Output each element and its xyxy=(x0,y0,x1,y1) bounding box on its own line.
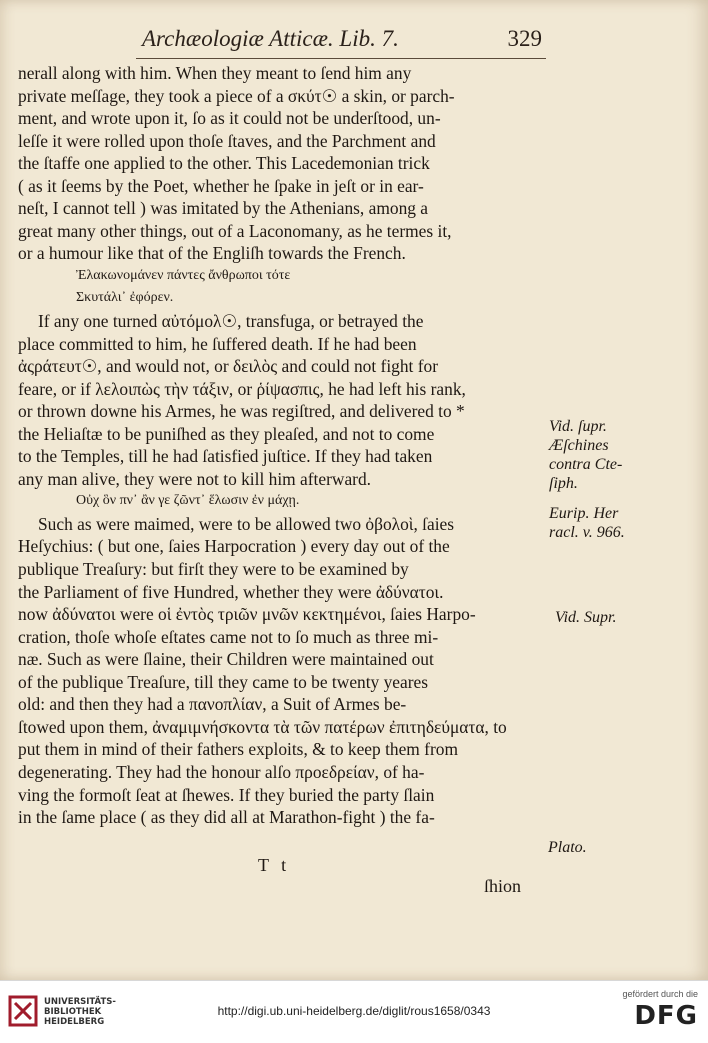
margin-line: Vid. ſupr. xyxy=(549,418,607,435)
text-line: or thrown downe his Armes, he was regiſtred, and delivered to * xyxy=(18,401,465,422)
text-line: ment, and wrote upon it, ſo as it could not be underſtood, un- xyxy=(18,108,441,129)
library-name: UNIVERSITÄTS- BIBLIOTHEK HEIDELBERG xyxy=(44,997,116,1027)
text-line: great many other things, out of a Laconomany, as he termes it, xyxy=(18,220,452,241)
permalink-url[interactable]: http://digi.ub.uni-heidelberg.de/diglit/rous1658/0343 xyxy=(217,1004,491,1018)
text-line: ἀςράτευτ☉, and would not, or δειλὸς and could not fight for xyxy=(18,356,439,377)
margin-note-euripides xyxy=(549,504,625,542)
text-line: leſſe it were rolled upon thoſe ſtaves, and the Parchment and xyxy=(18,130,436,151)
running-title: Archæologiæ Atticæ. Lib. 7. xyxy=(142,26,399,51)
margin-note-vid-supr xyxy=(549,417,622,493)
text-line: place committed to him, he ſuffered death. If he had been xyxy=(18,333,417,354)
text-line: ſtowed upon them, ἀναμιμνήσκοντα τὰ τῶν πατέρων ἐπιτηδεύματα, to xyxy=(18,716,507,737)
margin-line: Vid. Supr. xyxy=(555,609,617,626)
greek-quote-line: Οὐχ ὃν πν᾽ ἂν γε ζῶντ᾽ ἕλωσιν ἐν μάχῃ. xyxy=(76,493,300,509)
text-line: cration, thoſe whoſe eſtates came not to ſo much as three mi- xyxy=(18,626,439,647)
text-line: the Heliaſtæ to be puniſhed as they pleaſed, and not to come xyxy=(18,423,435,444)
text-line: nerall along with him. When they meant to ſend him any xyxy=(18,63,412,83)
text-line: any man alive, they were not to kill him afterward. xyxy=(18,468,372,489)
text-line: put them in mind of their fathers exploits, & to keep them from xyxy=(18,739,458,760)
funded-by-label: gefördert durch die xyxy=(622,989,698,999)
margin-note-vid-supr-2 xyxy=(555,608,616,627)
text-line: degenerating. They had the honour alſo προεδρείαν, of ha- xyxy=(18,761,425,782)
catchword: ſhion xyxy=(484,876,522,896)
header-rule xyxy=(136,58,546,59)
text-line: of the publique Treaſure, till they came to be twenty yeares xyxy=(18,671,429,692)
text-line: the Parliament of five Hundred, whether they were ἀδύνατοι. xyxy=(18,581,444,602)
viewer-footer xyxy=(0,980,708,1043)
text-line: or a humour like that of the Engliſh towards the French. xyxy=(18,243,406,264)
text-line: Such as were maimed, were to be allowed two ὀβολοὶ, ſaies xyxy=(38,513,455,534)
greek-quote-line: Σκυτάλι᾽ ἐφόρεν. xyxy=(76,290,174,306)
text-line: næ. Such as were ſlaine, their Children were maintained out xyxy=(18,649,434,670)
text-line: in the ſame place ( as they did all at Marathon-fight ) the fa- xyxy=(18,807,435,828)
margin-line: Æſchines xyxy=(549,437,609,454)
dfg-logo: DFG xyxy=(634,1001,698,1031)
text-line: If any one turned αὐτόμολ☉, transfuga, or betrayed the xyxy=(38,311,424,332)
text-line: ving the formoſt ſeat at ſhewes. If they buried the party ſlain xyxy=(18,784,435,805)
running-header xyxy=(142,26,542,56)
margin-line: racl. v. 966. xyxy=(549,524,625,541)
text-line: private meſſage, they took a piece of a σκύτ☉ a skin, or parch- xyxy=(18,85,455,106)
text-line: neſt, I cannot tell ) was imitated by the Athenians, among a xyxy=(18,198,429,219)
greek-quote-line: Ἐλακωνομάνεν πάντες ἄνθρωποι τότε xyxy=(76,267,291,283)
text-line: feare, or if λελοιπὼς τὴν τάξιν, or ῥίψασπις, he had left his rank, xyxy=(18,378,466,399)
text-line: Heſychius: ( but one, ſaies Harpocration ) every day out of the xyxy=(18,536,450,557)
body-text xyxy=(18,62,542,829)
text-line: now ἀδύνατοι were οἱ ἐντὸς τριῶν μνῶν κεκτημένοι, ſaies Harpo- xyxy=(18,604,476,625)
margin-line: ſiph. xyxy=(549,475,578,492)
margin-line: contra Cte- xyxy=(549,456,623,473)
margin-line: Plato. xyxy=(548,839,587,856)
text-line: publique Treaſury: but firſt they were to be examined by xyxy=(18,559,409,580)
margin-line: Eurip. Her xyxy=(549,505,619,522)
page-number: 329 xyxy=(507,26,542,51)
text-line: old: and then they had a πανοπλίαν, a Suit of Armes be- xyxy=(18,694,407,715)
text-line: to the Temples, till he had ſatisfied juſtice. If they had taken xyxy=(18,446,433,467)
margin-note-plato xyxy=(548,838,587,857)
signature-mark: T t xyxy=(258,855,291,875)
text-line: ( as it ſeems by the Poet, whether he ſpake in jeſt or in ear- xyxy=(18,175,424,196)
text-line: the ſtaffe one applied to the other. This Lacedemonian trick xyxy=(18,153,430,174)
